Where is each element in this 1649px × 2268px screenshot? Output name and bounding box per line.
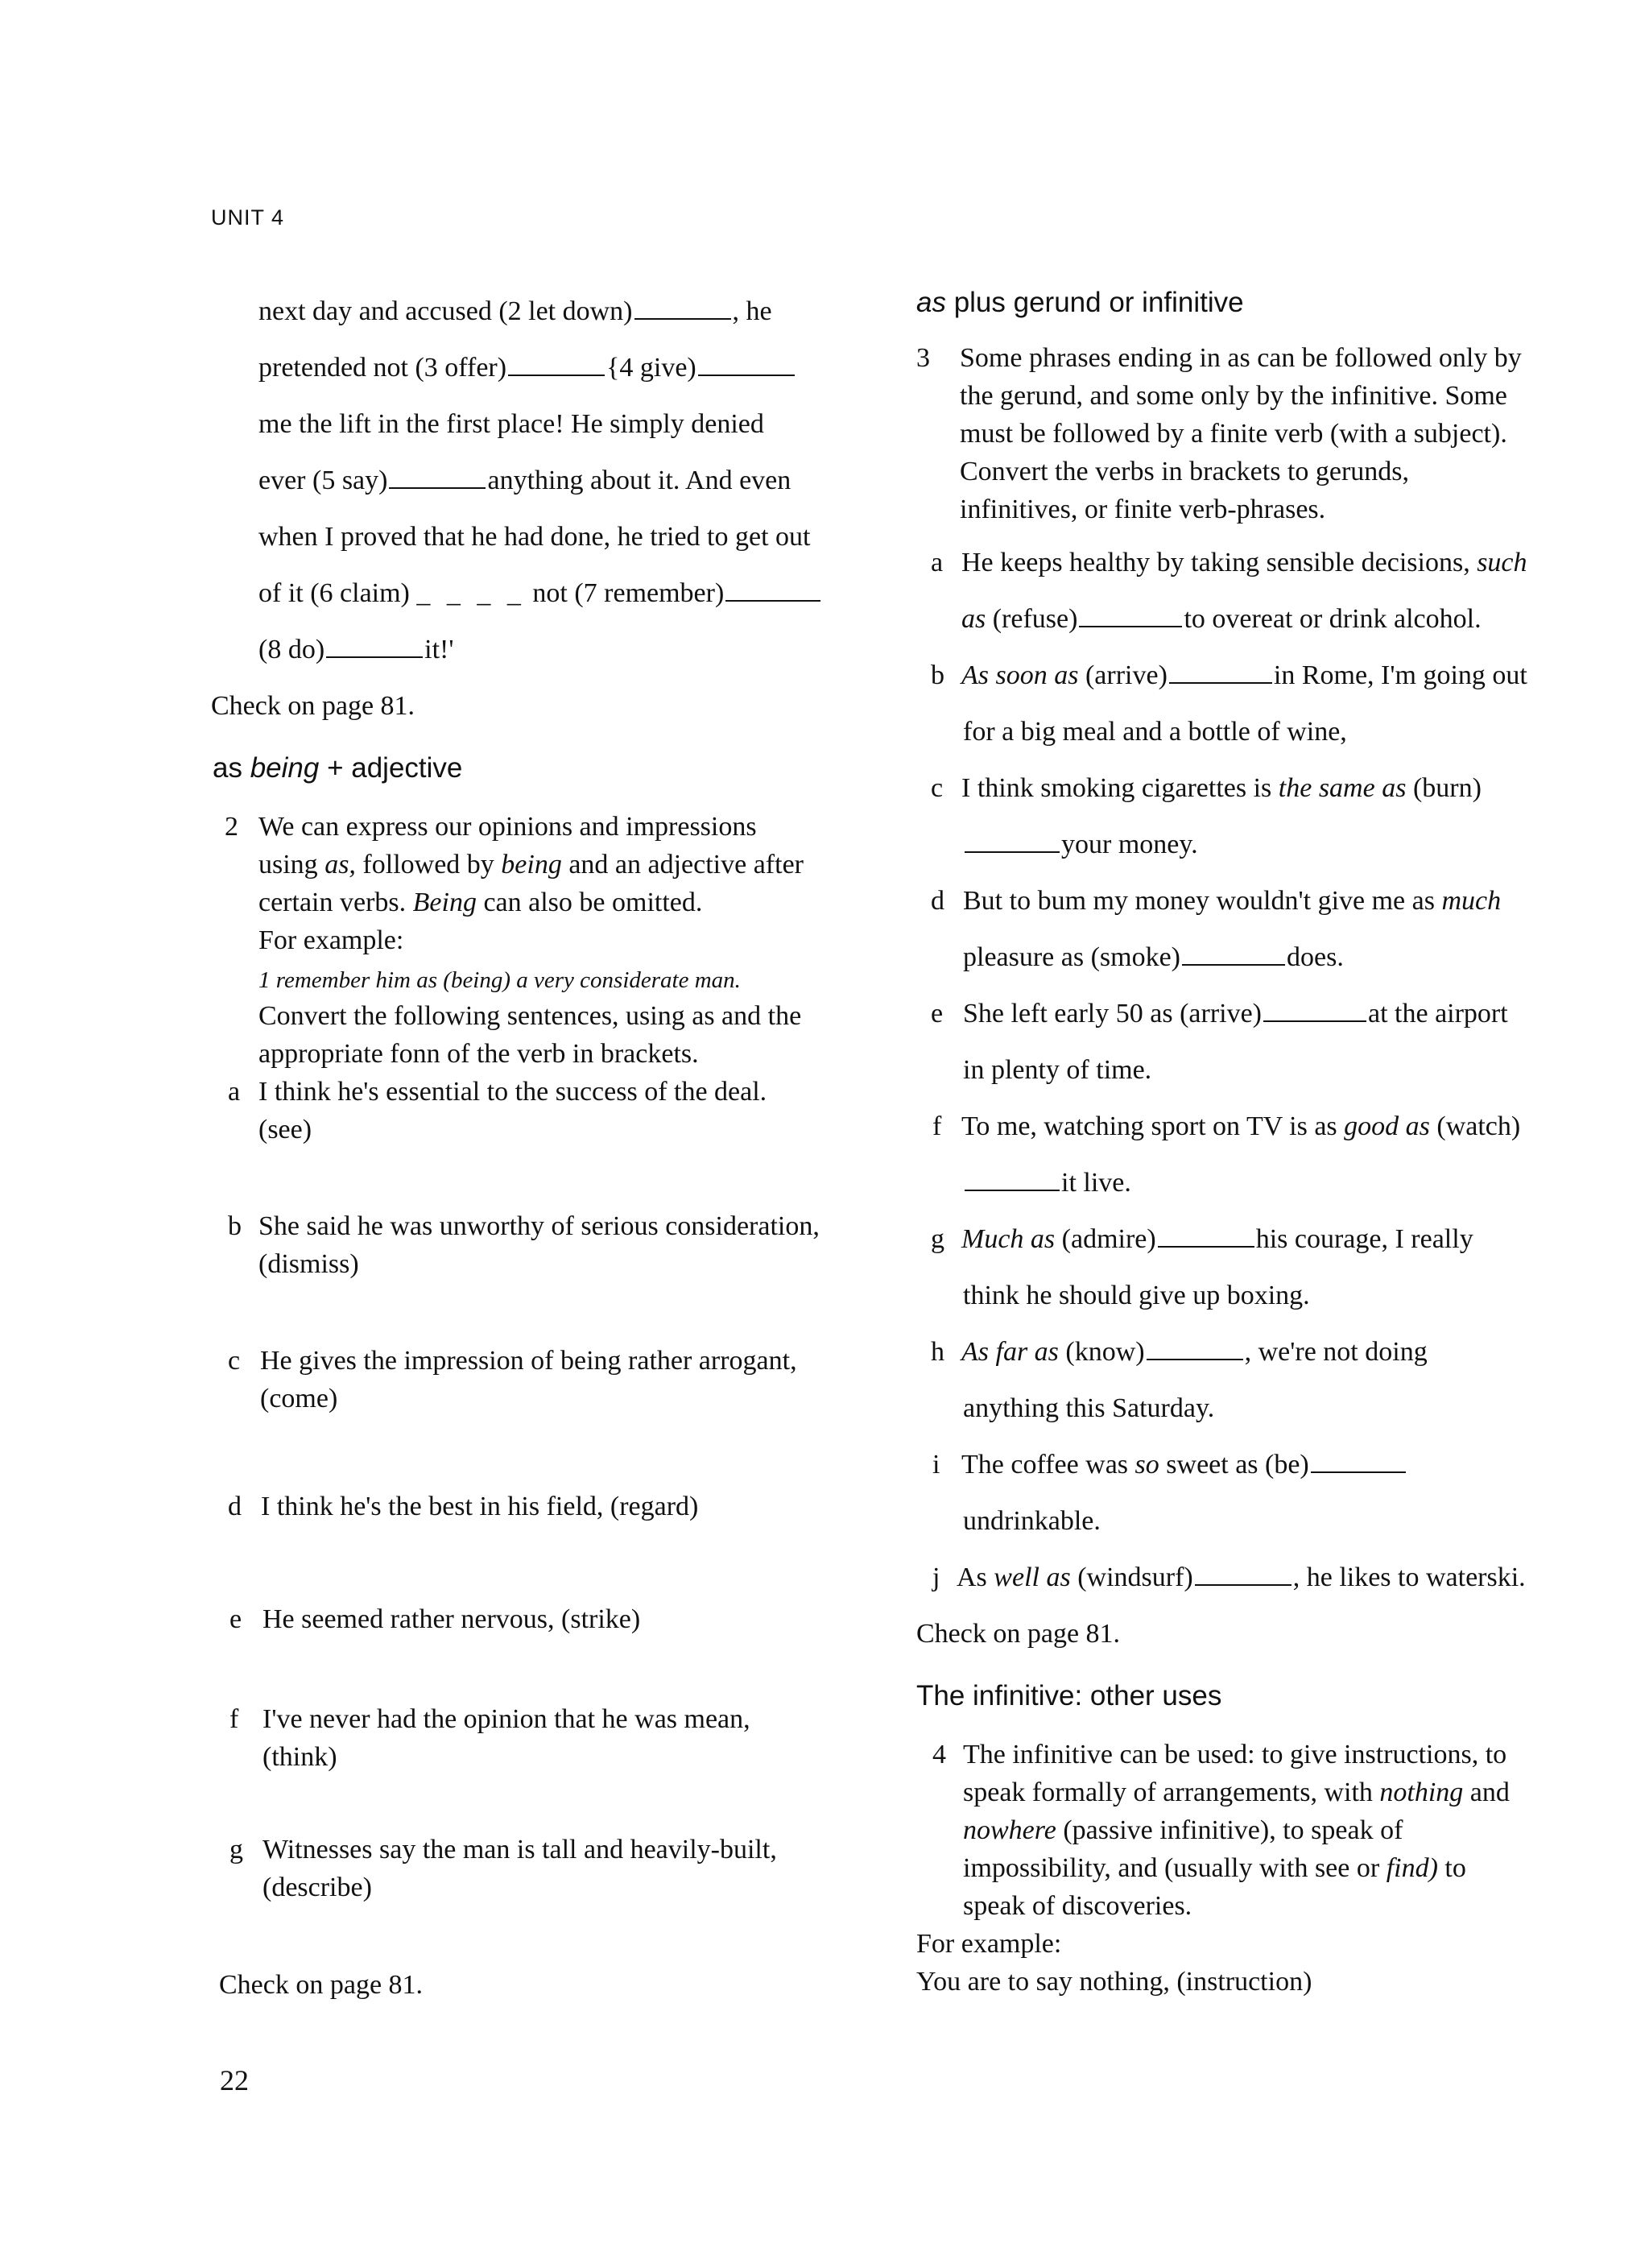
ex2-instr-7: appropriate fonn of the verb in brackets. <box>258 1039 699 1069</box>
ex3-item-g-label: g <box>931 1224 944 1254</box>
ex3-item-j: As well as (windsurf) , he likes to waterski. <box>957 1562 1526 1592</box>
ex2-item-a-line2: (see) <box>258 1115 312 1144</box>
answer-blank[interactable] <box>965 850 1060 853</box>
ex2-instr-2: using as, followed by being and an adjective after <box>258 850 804 879</box>
ex2-item-g-label: g <box>229 1835 243 1864</box>
ex2-item-b-label: b <box>228 1211 242 1241</box>
ex4-for-example: For example: <box>916 1929 1062 1959</box>
ex3-item-j-label: j <box>932 1562 940 1592</box>
ex2-item-e-label: e <box>229 1604 242 1634</box>
ex2-item-c-line2: (come) <box>260 1384 338 1413</box>
ex3-item-c-line2: your money. <box>963 831 1198 859</box>
ex3-item-i-label: i <box>932 1450 940 1480</box>
ex1-line-7: (8 do) it!' <box>258 635 454 664</box>
ex4-instr-3: nowhere (passive infinitive), to speak of <box>963 1815 1403 1845</box>
ex1-line-3: me the lift in the first place! He simply denied <box>258 409 764 439</box>
ex2-item-a: I think he's essential to the success of the deal. <box>258 1077 767 1107</box>
ex2-item-g: Witnesses say the man is tall and heavily-built, <box>262 1835 777 1864</box>
section-heading-infinitive: The infinitive: other uses <box>916 1680 1222 1711</box>
ex3-item-h-line2: anything this Saturday. <box>963 1393 1215 1423</box>
answer-blank[interactable] <box>634 317 731 320</box>
ex3-item-h: As far as (know) , we're not doing <box>961 1337 1428 1367</box>
answer-blank[interactable] <box>698 374 795 376</box>
ex4-instr-1: The infinitive can be used: to give instructions, to <box>963 1740 1507 1769</box>
ex3-item-c: I think smoking cigarettes is the same as (burn) <box>961 773 1482 803</box>
answer-blank[interactable] <box>508 374 605 376</box>
ex1-line-6: of it (6 claim) _ _ _ _ not (7 remember) <box>258 580 822 607</box>
ex3-item-i-line2: undrinkable. <box>963 1506 1101 1536</box>
answer-blank[interactable] <box>1158 1245 1254 1248</box>
check-on-page-2: Check on page 81. <box>219 1970 424 2000</box>
ex2-item-c: He gives the impression of being rather arrogant, <box>260 1346 797 1376</box>
ex3-item-e-label: e <box>931 999 944 1028</box>
ex2-item-g-line2: (describe) <box>262 1873 372 1902</box>
check-on-page-3: Check on page 81. <box>916 1619 1121 1649</box>
answer-blank[interactable] <box>1182 963 1285 966</box>
answer-blank[interactable] <box>326 656 423 658</box>
ex3-item-f-label: f <box>932 1111 942 1141</box>
ex1-line-1: next day and accused (2 let down) , he <box>258 296 772 326</box>
answer-blank[interactable] <box>965 1189 1060 1191</box>
ex3-item-h-label: h <box>931 1337 944 1367</box>
ex3-item-d-line2: pleasure as (smoke) does. <box>963 942 1344 972</box>
ex2-item-f: I've never had the opinion that he was mean, <box>262 1704 750 1734</box>
ex2-instr-6: Convert the following sentences, using as and the <box>258 1001 802 1031</box>
ex2-item-b: She said he was unworthy of serious consideration, <box>258 1211 820 1241</box>
exercise-2-number: 2 <box>225 812 238 842</box>
ex2-item-d: I think he's the best in his field, (regard) <box>261 1492 699 1521</box>
ex3-item-i: The coffee was so sweet as (be) <box>961 1451 1407 1479</box>
ex3-item-a: He keeps healthy by taking sensible decisions, such <box>961 548 1527 577</box>
ex3-item-b-label: b <box>931 660 944 690</box>
ex2-instr-3: certain verbs. Being can also be omitted. <box>258 888 703 917</box>
ex2-example: 1 remember him as (being) a very considerate man. <box>258 967 741 993</box>
section-heading-as-plus-gerund: as plus gerund or infinitive <box>916 287 1244 318</box>
ex3-item-a-line2: as (refuse) to overeat or drink alcohol. <box>961 604 1482 634</box>
ex4-example-sentence: You are to say nothing, (instruction) <box>916 1967 1312 1997</box>
answer-blank[interactable] <box>1263 1020 1366 1022</box>
answer-blank[interactable] <box>389 486 486 489</box>
ex3-item-c-label: c <box>931 773 944 803</box>
ex3-item-b-line2: for a big meal and a bottle of wine, <box>963 717 1347 747</box>
ex3-instr-5: infinitives, or finite verb-phrases. <box>960 495 1326 524</box>
page-number: 22 <box>220 2064 249 2096</box>
exercise-4-number: 4 <box>932 1740 946 1769</box>
ex3-item-f: To me, watching sport on TV is as good as (watch) <box>961 1111 1521 1141</box>
exercise-3-number: 3 <box>916 343 930 373</box>
check-on-page-1: Check on page 81. <box>211 691 415 721</box>
ex4-instr-4: impossibility, and (usually with see or find) to <box>963 1853 1466 1883</box>
ex3-instr-3: must be followed by a finite verb (with a subject). <box>960 419 1507 449</box>
ex1-line-4: ever (5 say) anything about it. And even <box>258 466 791 495</box>
answer-blank[interactable] <box>725 599 820 602</box>
ex3-item-d-label: d <box>931 886 944 916</box>
section-heading-as-being: as being + adjective <box>213 752 463 784</box>
ex2-item-f-line2: (think) <box>262 1742 337 1772</box>
ex3-item-e: She left early 50 as (arrive) at the airport <box>963 999 1508 1028</box>
answer-blank[interactable] <box>1311 1471 1406 1473</box>
ex3-instr-1: Some phrases ending in as can be followed only by <box>960 343 1522 373</box>
ex2-instr-1: We can express our opinions and impressions <box>258 812 757 842</box>
ex3-item-f-line2: it live. <box>963 1169 1131 1197</box>
ex2-item-f-label: f <box>229 1704 239 1734</box>
ex2-item-a-label: a <box>228 1077 241 1107</box>
ex3-item-d: But to bum my money wouldn't give me as much <box>963 886 1502 916</box>
ex2-item-e: He seemed rather nervous, (strike) <box>262 1604 641 1634</box>
unit-label: UNIT 4 <box>211 205 285 230</box>
ex3-instr-4: Convert the verbs in brackets to gerunds, <box>960 457 1410 486</box>
ex2-instr-4: For example: <box>258 925 404 955</box>
answer-blank[interactable] <box>1195 1583 1292 1586</box>
ex1-line-2: pretended not (3 offer) {4 give) <box>258 354 796 382</box>
ex3-item-e-line2: in plenty of time. <box>963 1055 1152 1085</box>
ex2-item-b-line2: (dismiss) <box>258 1249 359 1279</box>
ex4-instr-2: speak formally of arrangements, with nothing and <box>963 1778 1510 1807</box>
ex3-item-g: Much as (admire) his courage, I really <box>961 1224 1473 1254</box>
answer-blank[interactable] <box>1079 625 1182 627</box>
ex3-item-b: As soon as (arrive) in Rome, I'm going out <box>961 660 1527 690</box>
ex2-item-d-label: d <box>228 1492 242 1521</box>
answer-blank[interactable] <box>1169 681 1272 684</box>
ex3-instr-2: the gerund, and some only by the infinitive. Some <box>960 381 1507 411</box>
ex3-item-a-label: a <box>931 548 944 577</box>
answer-blank[interactable] <box>1147 1358 1243 1360</box>
ex4-instr-5: speak of discoveries. <box>963 1891 1192 1921</box>
ex1-line-5: when I proved that he had done, he tried to get out <box>258 522 811 552</box>
ex2-item-c-label: c <box>228 1346 241 1376</box>
ex3-item-g-line2: think he should give up boxing. <box>963 1281 1310 1310</box>
